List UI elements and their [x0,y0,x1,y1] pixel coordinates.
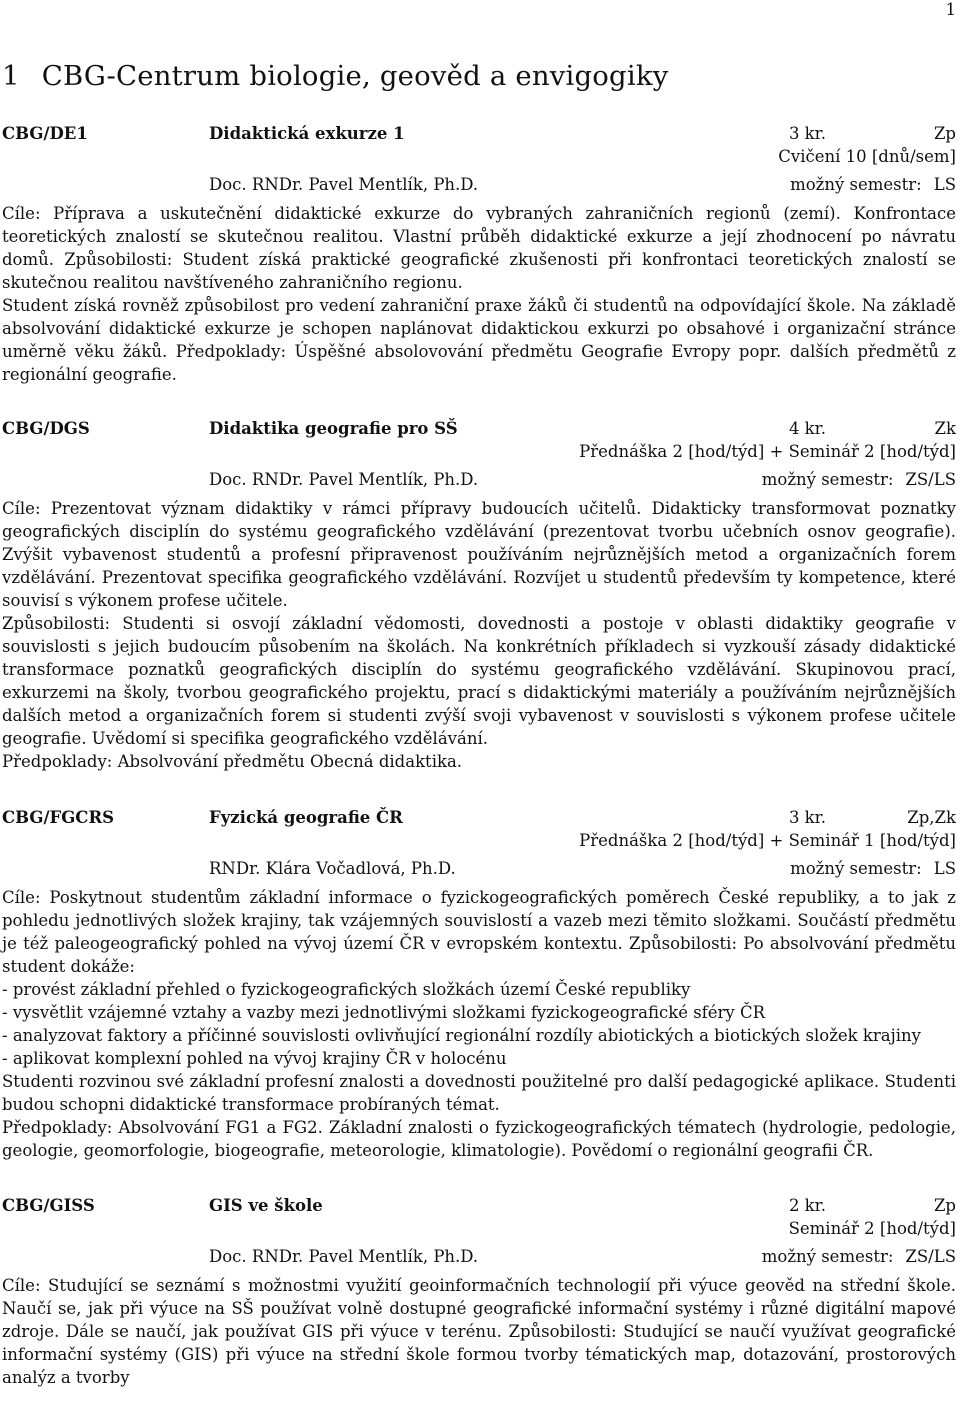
course-name: Didaktická exkurze 1 [209,124,405,143]
course-hours: Seminář 2 [hod/týd] [788,1219,956,1238]
course-semester [790,857,956,880]
course-teacher: Doc. RNDr. Pavel Mentlík, Ph.D. [209,1247,479,1266]
section-number: 1 [2,60,20,92]
course-completion: Zp [933,1196,956,1215]
course-semester [790,173,956,196]
course-name: Didaktika geografie pro SŠ [209,419,458,438]
course-paragraph: Způsobilosti: Studenti si osvojí základní vědomosti, dovednosti a postoje v oblasti didaktiky geografie v souvislosti s jejich budoucím působením na školách. Na konkrétních příkladech si vyzkouší zásady didaktické transformace poznatků geografických disciplín do systému geografického vzdělávání. Skupinovou prací, exkurzemi na školy, tvorbou geografického projektu, prací s didaktickými materiály a používáním nejrůznějších dalších metod a organizačních forem si studenti zvýší svoji vybavenost v souvislosti s výkonem profese učitele geografie. Uvědomí si specifika geografického vzdělávání. [2,614,956,748]
course-paragraph: Cíle: Studující se seznámí s možnostmi využití geoinformačních technologií při výuce geověd na střední škole. Naučí se, jak při výuce na SŠ používat volně dostupné geografické informační systémy i různé digitální mapové zdroje. Dále se naučí, jak používat GIS při výuce v terénu. Způsobilosti: Studující se naučí využívat geografické informační systémy (GIS) při výuce na střední škole formou tvorby tématických map, dotazování, prostorových analýz a tvorby [2,1276,956,1387]
course-block [2,122,956,386]
course-teacher: RNDr. Klára Vočadlová, Ph.D. [209,859,456,878]
course-paragraph: Předpoklady: Absolvování FG1 a FG2. Základní znalosti o fyzickogeografických tématech (hydrologie, pedologie, geologie, geomorfologie, biogeografie, meteorologie, klimatologie). Povědomí o regionální geografii ČR. [2,1118,956,1160]
semester-label: možný semestr: [761,1247,894,1266]
course-paragraph: Cíle: Příprava a uskutečnění didaktické exkurze do vybraných zahraničních regionů (zemí). Konfrontace teoretických znalostí se skutečnou realitou. Vlastní průběh didaktické exkurze a její zhodnocení po návratu domů. Způsobilosti: Student získá praktické geografické zkušenosti při konfrontaci teoretických znalostí se skutečnou realitou navštíveného zahraničního regionu. [2,204,956,292]
course-credits: 3 kr. [788,808,826,827]
course-block [2,806,956,1162]
course-description [2,202,956,386]
section-title [2,60,668,92]
course-code: CBG/FGCRS [2,808,115,827]
course-description [2,497,956,773]
course-paragraph: Cíle: Poskytnout studentům základní informace o fyzickogeografických poměrech České republiky, a to jak z pohledu jednotlivých složek krajiny, tak vzájemných souvislostí a vazeb mezi těmito složkami. Součástí předmětu je též paleogeografický pohled na vývoj území ČR v evropském kontextu. Způsobilosti: Po absolvování předmětu student dokáže: [2,888,956,976]
course-name: Fyzická geografie ČR [209,808,403,827]
course-hours: Přednáška 2 [hod/týd] + Seminář 1 [hod/týd] [579,831,956,850]
course-credits: 2 kr. [788,1196,826,1215]
list-item: - aplikovat komplexní pohled na vývoj krajiny ČR v holocénu [2,1049,507,1068]
semester-value: LS [933,175,956,194]
course-header [2,1194,956,1269]
course-paragraph: Předpoklady: Absolvování předmětu Obecná didaktika. [2,752,463,771]
list-item: - vysvětlit vzájemné vztahy a vazby mezi jednotlivými složkami fyzickogeografické sféry ČR [2,1003,766,1022]
course-description [2,1274,956,1389]
course-hours: Cvičení 10 [dnů/sem] [778,147,956,166]
course-header [2,806,956,881]
semester-value: LS [933,859,956,878]
course-completion: Zk [934,419,956,438]
course-teacher: Doc. RNDr. Pavel Mentlík, Ph.D. [209,175,479,194]
semester-label: možný semestr: [790,175,922,194]
course-code: CBG/DE1 [2,124,88,143]
course-semester [762,468,956,491]
semester-value: ZS/LS [905,470,956,489]
course-description [2,886,956,1162]
section-title-text: CBG-Centrum biologie, geověd a envigogiky [41,60,669,92]
semester-value: ZS/LS [905,1247,956,1266]
course-semester [762,1245,956,1268]
course-code: CBG/DGS [2,419,90,438]
list-item: - analyzovat faktory a příčinné souvislosti ovlivňující regionální rozdíly abiotických a biotických složek krajiny [2,1026,921,1045]
course-code: CBG/GISS [2,1196,95,1215]
course-block [2,417,956,773]
course-completion: Zp [933,124,956,143]
course-teacher: Doc. RNDr. Pavel Mentlík, Ph.D. [209,470,479,489]
course-hours: Přednáška 2 [hod/týd] + Seminář 2 [hod/týd] [579,442,956,461]
course-paragraph: Student získá rovněž způsobilost pro vedení zahraniční praxe žáků či studentů na odpovídající škole. Na základě absolvování didaktické exkurze je schopen naplánovat didaktickou exkurzi po obsahové i organizační stránce uměrně věku žáků. Předpoklady: Úspěšné absolovování předmětu Geografie Evropy popr. dalších předmětů z regionální geografie. [2,296,956,384]
course-completion: Zp,Zk [907,808,956,827]
list-item: - provést základní přehled o fyzickogeografických složkách území České republiky [2,980,691,999]
course-header [2,417,956,492]
course-block [2,1194,956,1389]
course-paragraph: Studenti rozvinou své základní profesní znalosti a dovednosti použitelné pro další pedagogické aplikace. Studenti budou schopni didaktické transformace probíraných témat. [2,1072,956,1114]
skills-list [2,978,956,1070]
course-credits: 4 kr. [788,419,826,438]
page-number: 1 [945,0,956,19]
course-name: GIS ve škole [209,1196,323,1215]
course-paragraph: Cíle: Prezentovat význam didaktiky v rámci přípravy budoucích učitelů. Didakticky transformovat poznatky geografických disciplín do systému geografického vzdělávání (prezentovat tvorbu učebních osnov geografie). Zvýšit vybavenost studentů a profesní připravenost používáním nejrůznějších metod a organizačních forem vzdělávání. Prezentovat specifika geografického vzdělávání. Rozvíjet u studentů především ty kompetence, které souvisí s výkonem profese učitele. [2,499,956,610]
semester-label: možný semestr: [761,470,894,489]
course-credits: 3 kr. [788,124,826,143]
semester-label: možný semestr: [790,859,922,878]
course-header [2,122,956,197]
